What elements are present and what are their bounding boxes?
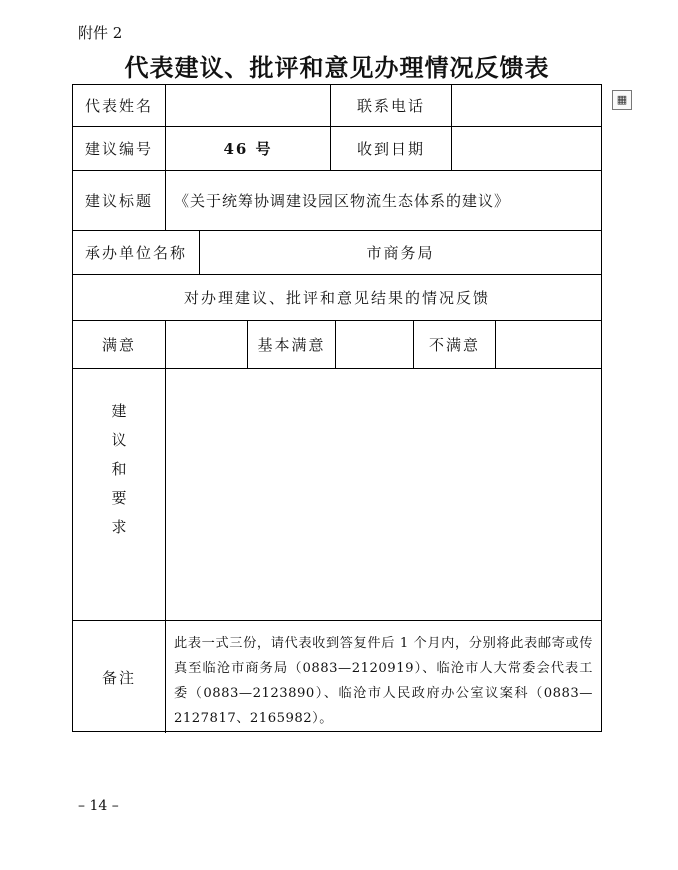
remarks-text: 此表一式三份，请代表收到答复件后 1 个月内，分别将此表邮寄或传真至临沧市商务局（0883—2120919）、临沧市人大常委会代表工委（0883—2123890）、临沧市人民政府办公室议案科（0883—2127817、2165982）。 xyxy=(174,636,593,726)
number-value[interactable]: 46 号 xyxy=(166,127,331,170)
received-date-label: 收到日期 xyxy=(331,127,452,170)
row-satisfaction xyxy=(73,321,601,369)
requirements-label xyxy=(73,369,166,620)
rep-name-field[interactable] xyxy=(166,85,331,126)
row-rep-name xyxy=(73,85,601,127)
requirements-label-char: 求 xyxy=(111,518,127,536)
requirements-field[interactable] xyxy=(166,369,601,620)
handler-label: 承办单位名称 xyxy=(73,231,200,274)
form-title: 代表建议、批评和意见办理情况反馈表 xyxy=(124,53,550,82)
phone-label: 联系电话 xyxy=(331,85,452,126)
feedback-heading: 对办理建议、批评和意见结果的情况反馈 xyxy=(183,289,490,307)
remarks-label: 备注 xyxy=(73,621,166,733)
feedback-form xyxy=(72,84,602,732)
attachment-label: 附件 2 xyxy=(78,24,123,42)
row-handler xyxy=(73,231,601,275)
subject-value[interactable]: 《关于统筹协调建设园区物流生态体系的建议》 xyxy=(174,192,511,210)
form-field-icon[interactable]: ▦ xyxy=(612,90,632,110)
subject-label: 建议标题 xyxy=(73,171,166,230)
requirements-label-char: 和 xyxy=(111,460,127,478)
row-requirements xyxy=(73,369,601,621)
number-label: 建议编号 xyxy=(73,127,166,170)
phone-field[interactable] xyxy=(452,85,601,126)
unsatisfied-label: 不满意 xyxy=(414,321,496,368)
handler-value[interactable]: 市商务局 xyxy=(366,244,435,262)
basic-satisfied-checkbox[interactable] xyxy=(336,321,414,368)
row-number xyxy=(73,127,601,171)
row-feedback-heading xyxy=(73,275,601,321)
requirements-label-char: 议 xyxy=(111,431,127,449)
requirements-label-char: 要 xyxy=(111,489,127,507)
unsatisfied-checkbox[interactable] xyxy=(496,321,601,368)
row-subject xyxy=(73,171,601,231)
page-number: – 14 – xyxy=(78,798,119,814)
requirements-label-char: 建 xyxy=(111,402,127,420)
satisfied-label: 满意 xyxy=(73,321,166,368)
row-remarks xyxy=(73,621,601,733)
rep-name-label: 代表姓名 xyxy=(73,85,166,126)
received-date-field[interactable] xyxy=(452,127,601,170)
basic-satisfied-label: 基本满意 xyxy=(248,321,336,368)
satisfied-checkbox[interactable] xyxy=(166,321,248,368)
